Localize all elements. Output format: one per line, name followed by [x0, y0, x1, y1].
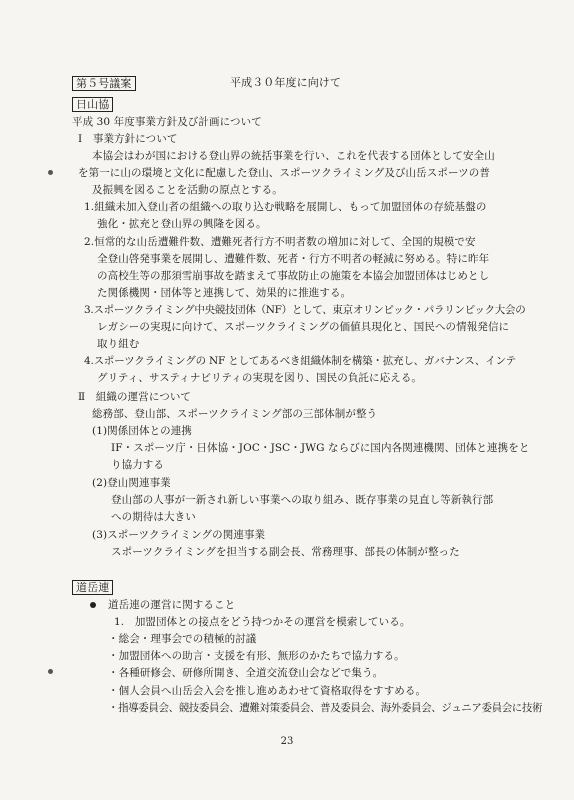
policy-item-line: 4.スポーツクライミングの NF としてあるべき組織体制を構築・拡充し、ガバナンス、インテ — [84, 355, 517, 367]
policy-item-line: の高校生等の那須雪崩事故を踏まえて事故防止の施策を本協会加盟団体はじめとし — [97, 270, 490, 282]
point-line: ・各種研修会、研修所開き、全道交流登山会などで集う。 — [108, 667, 384, 679]
agenda-label: 第５号議案 — [72, 76, 136, 91]
policy-heading: Ⅰ 事業方針について — [78, 133, 178, 145]
intro-line: 本協会はわが国における登山界の統括事業を行い、これを代表する団体として安全山 — [92, 150, 495, 162]
page-number: 23 — [280, 736, 294, 747]
point-line: ・総会・理事会での積極的討議 — [108, 633, 257, 645]
org-heading: Ⅱ 組織の運営について — [78, 391, 192, 403]
policy-item-line: グリティ、サスティナビリティの実現を図り、国民の負託に応える。 — [97, 372, 423, 384]
page-title: 平成３０年度に向けて — [230, 76, 341, 89]
org-intro: 総務部、登山部、スポーツクライミング部の三部体制が整う — [92, 408, 378, 420]
punch-hole-mark — [48, 669, 53, 674]
plan-title: 平成 30 年度事業方針及び計画について — [72, 116, 262, 128]
section-label: 道岳連 — [72, 580, 113, 595]
subsection-line: IF・スポーツ庁・日体協・JOC・JSC・JWG ならびに国内各関連機関、団体と連携をと — [111, 442, 530, 454]
subsection-line: り協力する — [111, 459, 164, 471]
org-label: 日山協 — [72, 97, 113, 112]
policy-item-line: た関係機関・団体等と連携して、効果的に推進する。 — [97, 287, 352, 299]
subsection-title: (3)スポーツクライミングの関連事業 — [92, 529, 266, 541]
bullet-dot — [90, 602, 96, 608]
subsection-line: スポーツクライミングを担当する副会長、常務理事、部長の体制が整った — [111, 546, 460, 558]
subsection-line: への期待は大きい — [111, 511, 196, 523]
policy-item-line: 3.スポーツクライミング中央競技団体（NF）として、東京オリンピック・パラリンピック大会の — [84, 304, 526, 316]
point-line: ・指導委員会、競技委員会、遭難対策委員会、普及委員会、海外委員会、ジュニア委員会に技術 — [108, 702, 543, 714]
policy-item-line: 全登山啓発事業を展開し、遭難件数、死者・行方不明者の軽減に努める。特に昨年 — [97, 253, 490, 265]
numbered-item: 1. 加盟団体との接点をどう持つかその運営を模索している。 — [114, 616, 411, 628]
subsection-line: 登山部の人事が一新され新しい事業への取り組み、既存事業の見直し等新執行部 — [111, 494, 494, 506]
subsection-title: (1)関係団体との連携 — [92, 425, 192, 437]
policy-item-line: 取り組む — [97, 338, 140, 350]
policy-item-line: 2.恒常的な山岳遭難件数、遭難死者行方不明者数の増加に対して、全国的規模で安 — [84, 236, 476, 248]
intro-line: を第一に山の環境と文化に配慮した登山、スポーツクライミング及び山岳スポーツの普 — [78, 167, 490, 179]
subsection-title: (2)登山関連事業 — [92, 477, 171, 489]
policy-item-line: 強化・拡充と登山界の興隆を図る。 — [97, 218, 267, 230]
intro-line: 及振興を図ることを活動の原点とする。 — [92, 184, 283, 196]
bullet-title: 道岳連の運営に関すること — [108, 599, 236, 611]
punch-hole-mark — [48, 170, 53, 175]
point-line: ・個人会員へ山岳会入会を推し進めあわせて資格取得をすすめる。 — [108, 685, 427, 697]
policy-item-line: 1.組織未加入登山者の組織への取り込む戦略を展開し、もって加盟団体の存続基盤の — [84, 201, 487, 213]
policy-item-line: レガシーの実現に向けて、スポーツクライミングの価値具現化と、国民への情報発信に — [97, 321, 510, 333]
point-line: ・加盟団体への助言・支援を有形、無形のかたちで協力する。 — [108, 650, 405, 662]
